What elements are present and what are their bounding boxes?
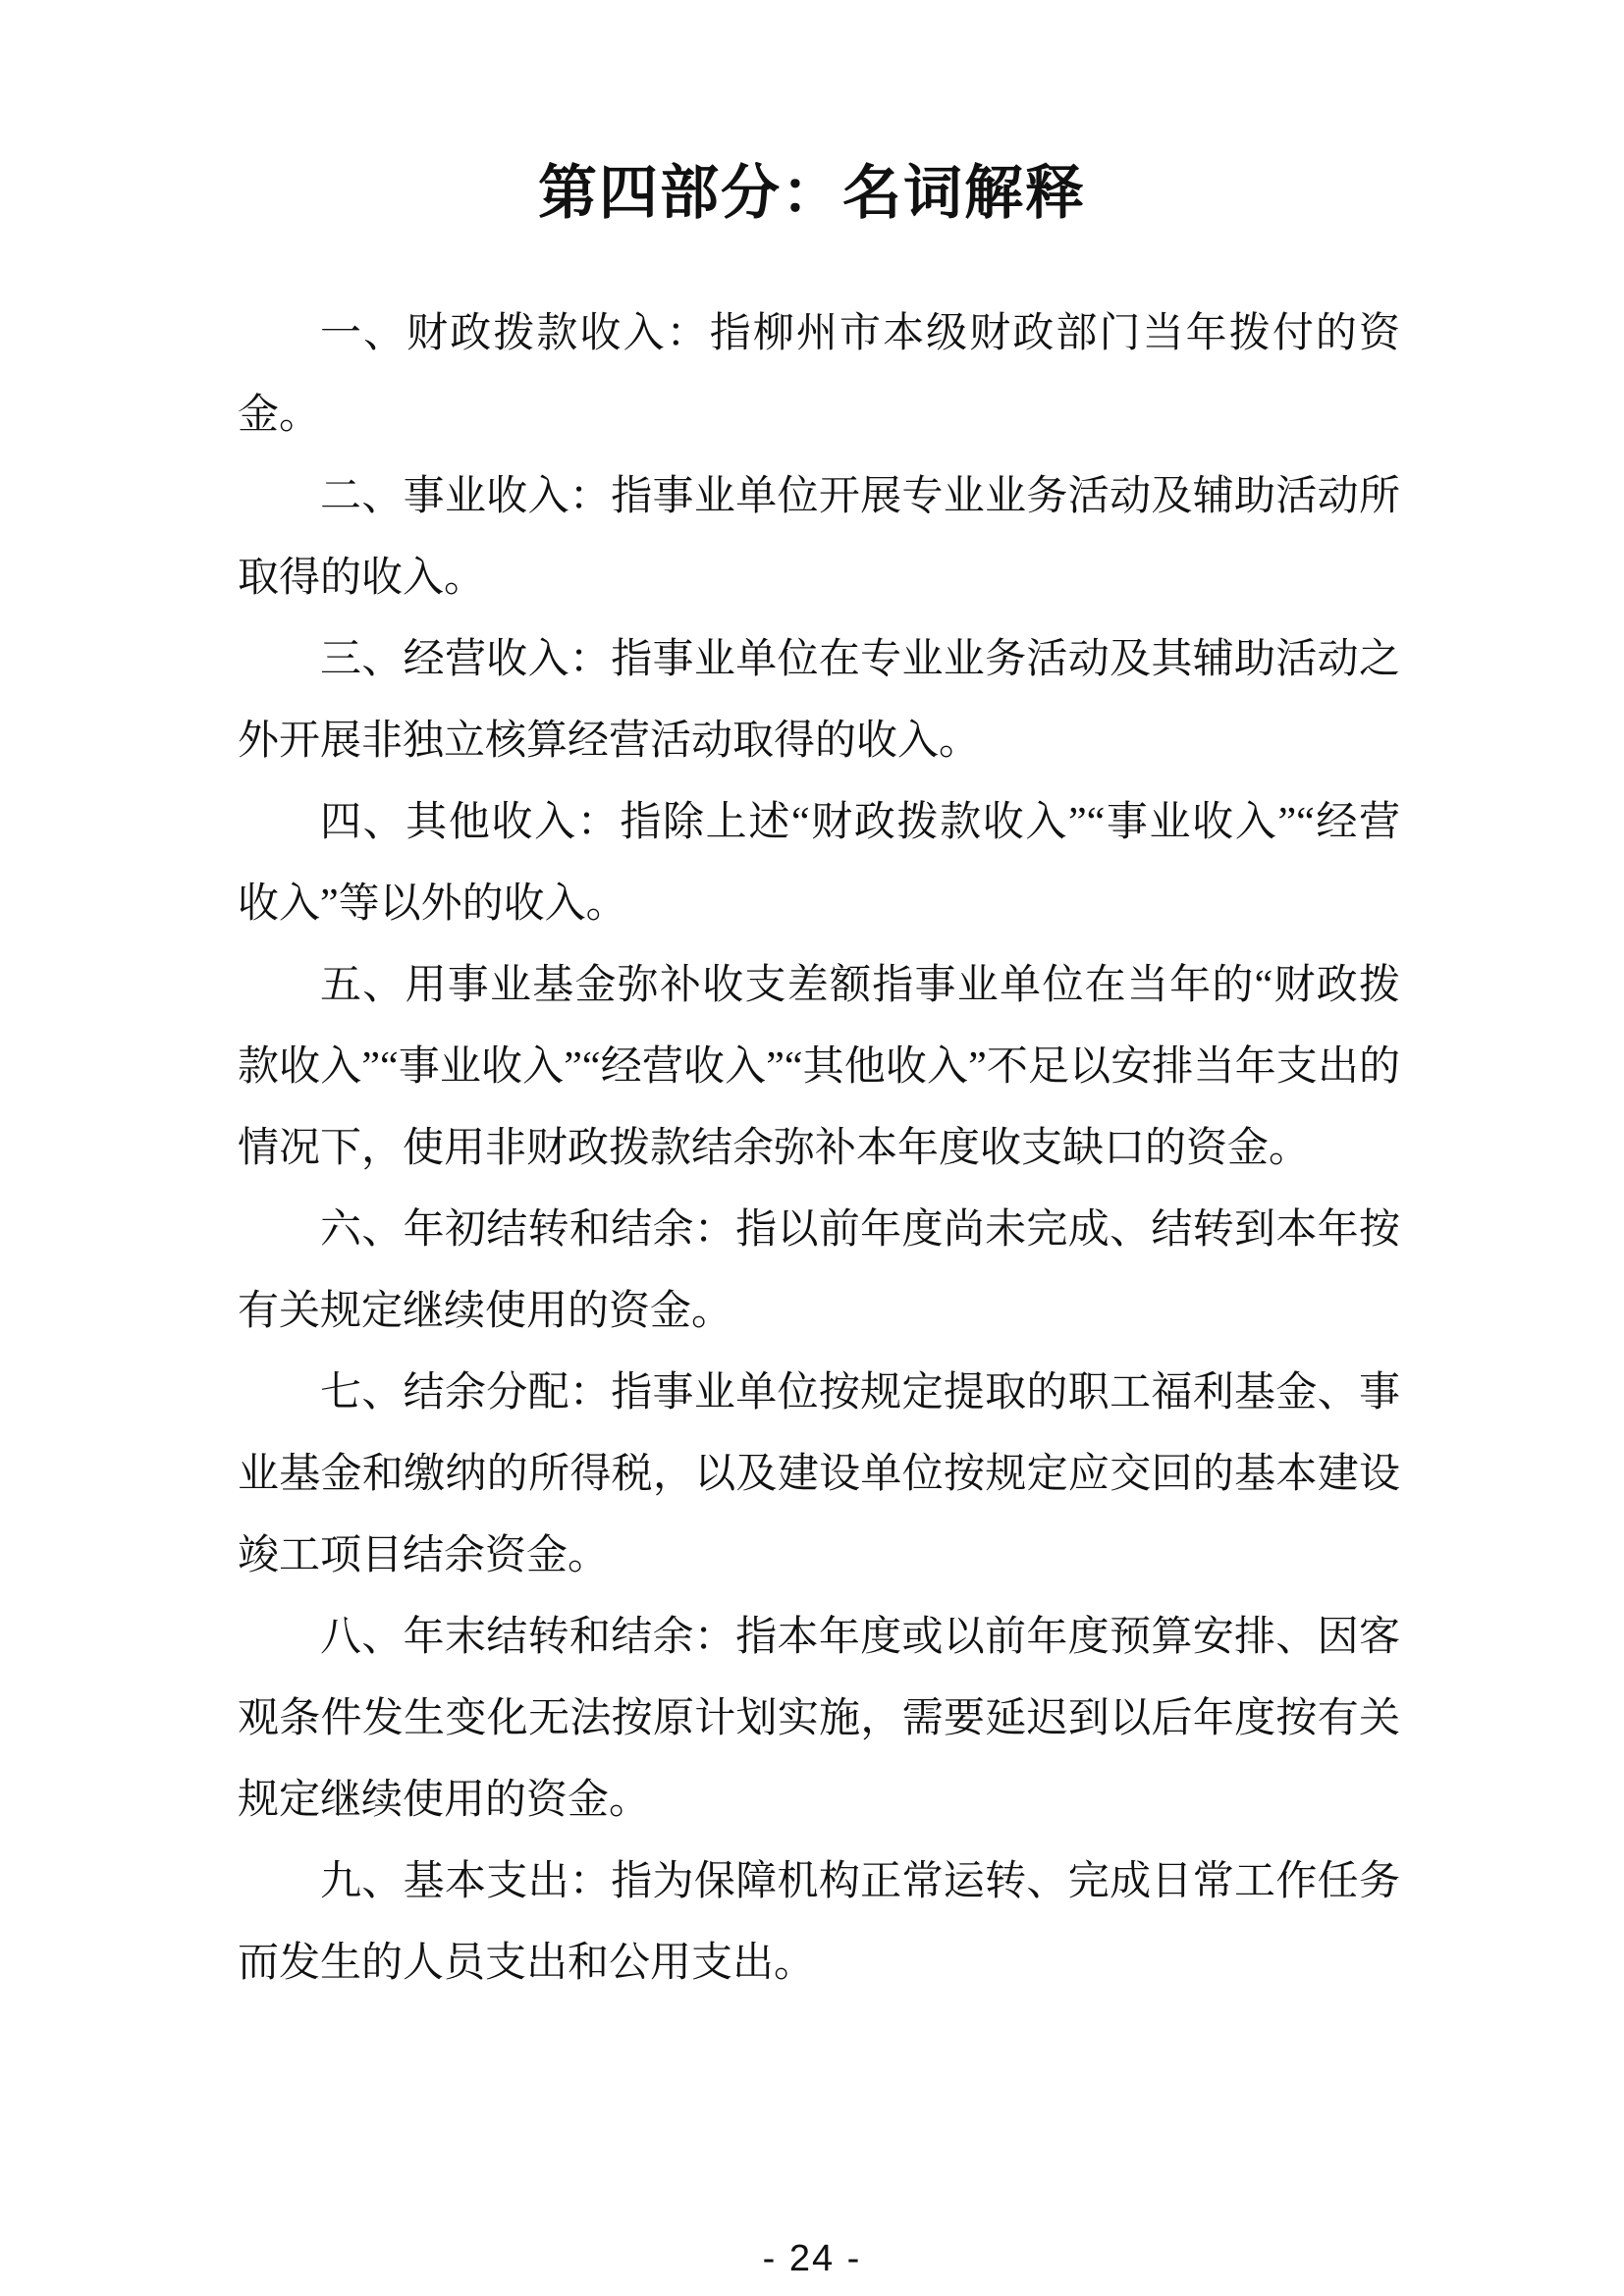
definition-paragraph: 三、经营收入：指事业单位在专业业务活动及其辅助活动之外开展非独立核算经营活动取得的收入。 — [238, 637, 1400, 764]
definitions-body — [238, 294, 1400, 2004]
page-number: - 24 - — [762, 2238, 862, 2279]
definition-paragraph: 一、财政拨款收入：指柳州市本级财政部门当年拨付的资金。 — [238, 311, 1400, 438]
definition-paragraph: 四、其他收入：指除上述“财政拨款收入”“事业收入”“经营收入”等以外的收入。 — [238, 800, 1400, 927]
definition-paragraph: 五、用事业基金弥补收支差额指事业单位在当年的“财政拨款收入”“事业收入”“经营收入”“其他收入”不足以安排当年支出的情况下，使用非财政拨款结余弥补本年度收支缺口的资金。 — [238, 963, 1400, 1171]
page-title: 第四部分：名词解释 — [538, 160, 1086, 226]
definition-paragraph: 七、结余分配：指事业单位按规定提取的职工福利基金、事业基金和缴纳的所得税，以及建设单位按规定应交回的基本建设竣工项目结余资金。 — [238, 1370, 1400, 1578]
definition-paragraph: 二、事业收入：指事业单位开展专业业务活动及辅助活动所取得的收入。 — [238, 474, 1400, 601]
definition-paragraph: 九、基本支出：指为保障机构正常运转、完成日常工作任务而发生的人员支出和公用支出。 — [238, 1859, 1400, 1986]
definition-paragraph: 六、年初结转和结余：指以前年度尚未完成、结转到本年按有关规定继续使用的资金。 — [238, 1207, 1400, 1334]
definition-paragraph: 八、年末结转和结余：指本年度或以前年度预算安排、因客观条件发生变化无法按原计划实施，需要延迟到以后年度按有关规定继续使用的资金。 — [238, 1615, 1400, 1823]
